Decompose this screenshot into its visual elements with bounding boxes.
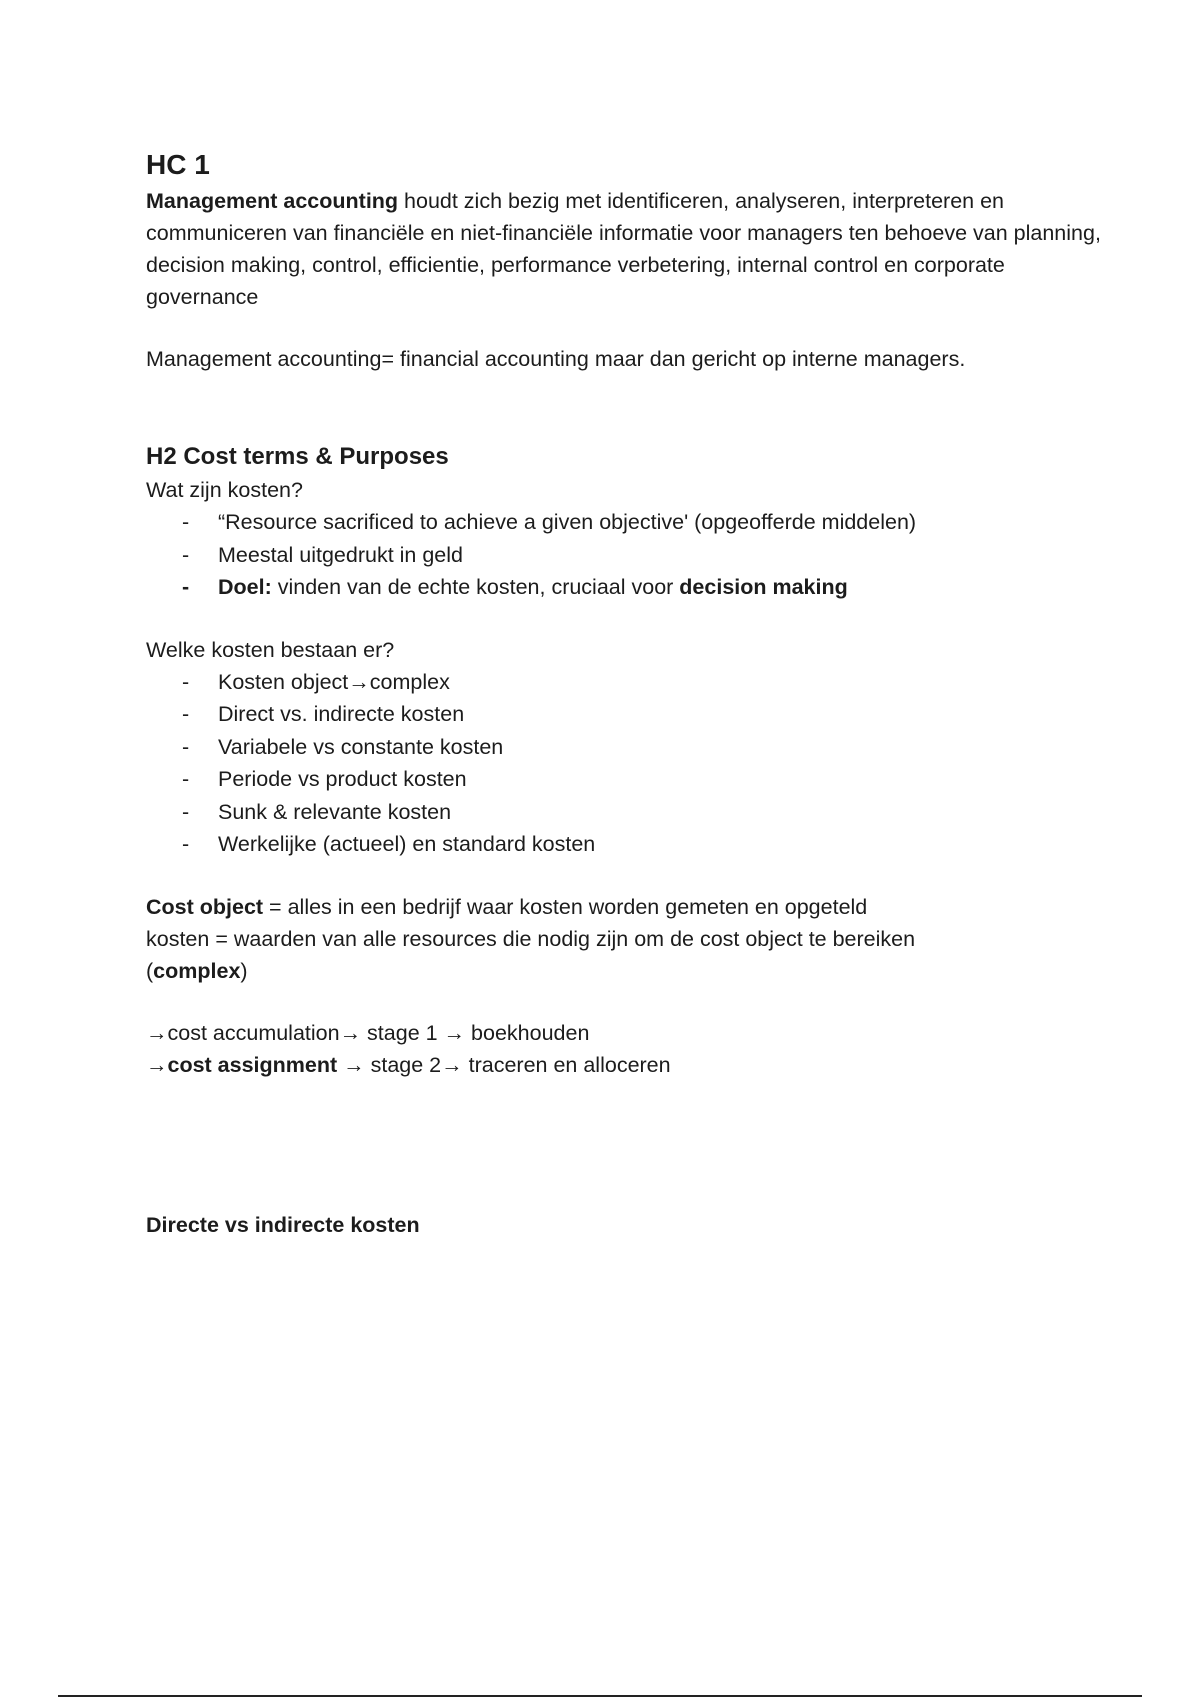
cost-types-list bbox=[146, 666, 1106, 861]
cost-object-paragraph: Cost object = alles in een bedrijf waar kosten worden gemeten en opgeteld bbox=[146, 894, 868, 919]
costs-definition-list bbox=[146, 506, 1106, 604]
flow-line-assignment: →cost assignment → stage 2→ traceren en alloceren bbox=[146, 1052, 671, 1077]
list-item: - Sunk & relevante kosten bbox=[146, 796, 1106, 829]
intro-text: houdt zich bezig met identificeren, analyseren, interpreteren en communiceren van financiële en niet-financiële informatie voor managers ten behoeve van planning, decision making, control, efficientie, performance verbetering, internal control en corporate governance bbox=[146, 189, 1101, 309]
list-item: - Direct vs. indirecte kosten bbox=[146, 698, 1106, 731]
heading-hc1: HC 1 bbox=[146, 149, 210, 180]
dash-bullet: - bbox=[182, 767, 190, 791]
list-item: - Kosten object→complex bbox=[146, 666, 1106, 699]
question-what-are-costs: Wat zijn kosten? bbox=[146, 478, 303, 502]
intro-bold-term: Management accounting bbox=[146, 189, 399, 213]
list-item: - “Resource sacrificed to achieve a given objective' (opgeofferde middelen) bbox=[146, 506, 1106, 539]
definition-paragraph: Management accounting= financial accounting maar dan gericht op interne managers. bbox=[146, 347, 966, 371]
list-item: - Variabele vs constante kosten bbox=[146, 731, 1106, 764]
list-item: - Periode vs product kosten bbox=[146, 763, 1106, 796]
dash-bullet: - bbox=[182, 734, 190, 759]
intro-paragraph bbox=[146, 185, 1106, 313]
list-item: - Werkelijke (actueel) en standard kosten bbox=[146, 828, 1106, 861]
dash-bullet: - bbox=[182, 799, 190, 824]
heading-cost-terms: H2 Cost terms & Purposes bbox=[146, 443, 449, 470]
dash-bullet: - bbox=[182, 542, 190, 567]
flow-line-accumulation: →cost accumulation→ stage 1 → boekhouden bbox=[146, 1020, 590, 1045]
costs-definition-paragraph: kosten = waarden van alle resources die nodig zijn om de cost object te bereiken (complex) bbox=[146, 926, 916, 983]
question-which-costs: Welke kosten bestaan er? bbox=[146, 637, 395, 662]
document-content bbox=[146, 145, 1106, 1241]
cost-object-term: Cost object bbox=[146, 894, 264, 919]
list-item: - Doel: vinden van de echte kosten, cruciaal voor decision making bbox=[146, 571, 1106, 604]
dash-bullet: - bbox=[182, 510, 190, 534]
dash-bullet: - bbox=[182, 575, 190, 599]
list-item: - Meestal uitgedrukt in geld bbox=[146, 539, 1106, 572]
page-divider bbox=[58, 1695, 1142, 1697]
subheading-direct-indirect: Directe vs indirecte kosten bbox=[146, 1212, 420, 1237]
dash-bullet: - bbox=[182, 832, 190, 856]
dash-bullet: - bbox=[182, 669, 190, 694]
dash-bullet: - bbox=[182, 702, 190, 726]
